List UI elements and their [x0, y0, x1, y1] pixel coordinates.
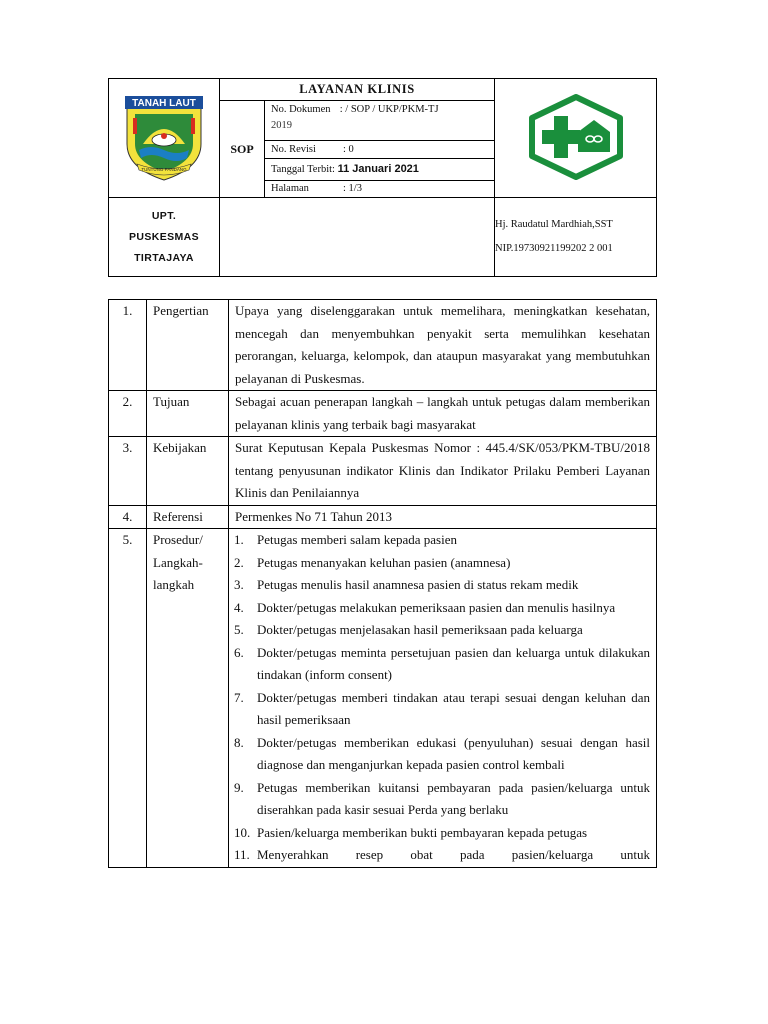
logo-ribbon-text: TUNTUNG PANDANG [141, 166, 187, 172]
procedure-label-line-1: Prosedur/ [153, 532, 203, 547]
org-line-3: TIRTAJAYA [134, 251, 194, 264]
table-row [109, 391, 657, 437]
row-number: 1. [109, 300, 147, 391]
list-item: 2. Petugas menanyakan keluhan pasien (anamnesa) [234, 554, 511, 570]
revision-value: : 0 [343, 143, 354, 155]
row-number: 3. [109, 437, 147, 506]
row-label: Kebijakan [147, 437, 229, 506]
puskesmas-logo-icon [526, 94, 626, 180]
sop-header-table [108, 78, 657, 277]
procedure-label-line-2: Langkah- [153, 554, 203, 570]
signatory-name: Hj. Raudatul Mardhiah,SST [495, 219, 613, 230]
procedure-steps [229, 529, 657, 868]
page-value: : 1/3 [343, 183, 362, 194]
blank-cell [220, 198, 495, 277]
procedure-label-line-3: langkah [153, 577, 195, 592]
org-line-1: UPT. [151, 209, 177, 222]
puskesmas-logo-cell [495, 79, 657, 198]
list-item: 3. Petugas menulis hasil anamnesa pasien di status rekam medik [234, 577, 579, 592]
row-content: Sebagai acuan penerapan langkah – langkah untuk petugas dalam memberikan pelayanan klinis yang terbaik bagi masyarakat [229, 391, 657, 437]
list-item: 5. Dokter/petugas menjelasakan hasil pemeriksaan pada keluarga [234, 622, 583, 637]
signatory-nip: NIP.19730921199202 2 001 [495, 243, 613, 254]
sop-content-table [108, 299, 657, 868]
list-item: 1. Petugas memberi salam kepada pasien [234, 532, 457, 547]
document-title: LAYANAN KLINIS [220, 79, 495, 101]
table-row [109, 505, 657, 529]
list-item: 9. Petugas memberikan kuitansi pembayaran pada pasien/keluarga untuk diserahkan pada kasir sesuai Perda yang berlaku [234, 779, 650, 817]
list-item: 10. Pasien/keluarga memberikan bukti pembayaran kepada petugas [234, 824, 588, 840]
row-number: 5. [109, 529, 147, 868]
revision-label: No. Revisi [271, 143, 316, 155]
row-content: Permenkes No 71 Tahun 2013 [229, 505, 657, 529]
org-line-2: PUSKESMAS [128, 230, 200, 243]
table-row [109, 300, 657, 391]
list-item: 11. Menyerahkan resep obat pada pasien/keluarga untuk [234, 847, 650, 862]
list-item: 4. Dokter/petugas melakukan pemeriksaan pasien dan menulis hasilnya [234, 599, 616, 615]
issue-date-field [265, 159, 495, 181]
row-label: Referensi [147, 505, 229, 529]
row-label [147, 529, 229, 868]
issue-date-label: Tanggal Terbit: [271, 164, 335, 175]
signatory-block [495, 198, 657, 277]
row-label: Tujuan [147, 391, 229, 437]
procedure-list [234, 529, 650, 867]
page-label: Halaman [271, 183, 309, 194]
row-content: Surat Keputusan Kepala Puskesmas Nomor : 445.4/SK/053/PKM-TBU/2018 tentang penyusunan indikator Klinis dan Indikator Prilaku Pemberi Layanan Klinis dan Penilaiannya [229, 437, 657, 506]
doc-number-value: : / SOP / UKP/PKM-TJ [339, 104, 439, 115]
row-label: Pengertian [147, 300, 229, 391]
organization-name [109, 198, 220, 277]
doc-number-year: 2019 [271, 120, 292, 131]
procedure-row [109, 529, 657, 868]
logo-banner-text: TANAH LAUT [132, 97, 196, 109]
page-field [265, 181, 495, 198]
sop-label: SOP [220, 101, 265, 198]
row-number: 2. [109, 391, 147, 437]
revision-field [265, 141, 495, 159]
row-content: Upaya yang diselenggarakan untuk memelihara, meningkatkan kesehatan, mencegah dan menyembuhkan penyakit serta memulihkan kesehatan perorangan, keluarga, kelompok, dan ataupun masyarakat yang membutuhkan pelayanan di Puskesmas. [229, 300, 657, 391]
row-number: 4. [109, 505, 147, 529]
regency-logo-cell [109, 79, 220, 198]
doc-number-field [265, 101, 495, 141]
table-row [109, 437, 657, 506]
list-item: 7. Dokter/petugas memberi tindakan atau terapi sesuai dengan keluhan dan hasil pemeriksaan [234, 689, 650, 727]
issue-date-value: 11 Januari 2021 [337, 163, 419, 175]
doc-number-label: No. Dokumen [271, 104, 331, 115]
list-item: 8. Dokter/petugas memberikan edukasi (penyuluhan) sesuai dengan hasil diagnose dan menganjurkan kepada pasien control kembali [234, 734, 650, 772]
list-item: 6. Dokter/petugas meminta persetujuan pasien dan keluarga untuk dilakukan tindakan (inform consent) [234, 644, 650, 682]
tanah-laut-logo-icon [121, 92, 207, 182]
